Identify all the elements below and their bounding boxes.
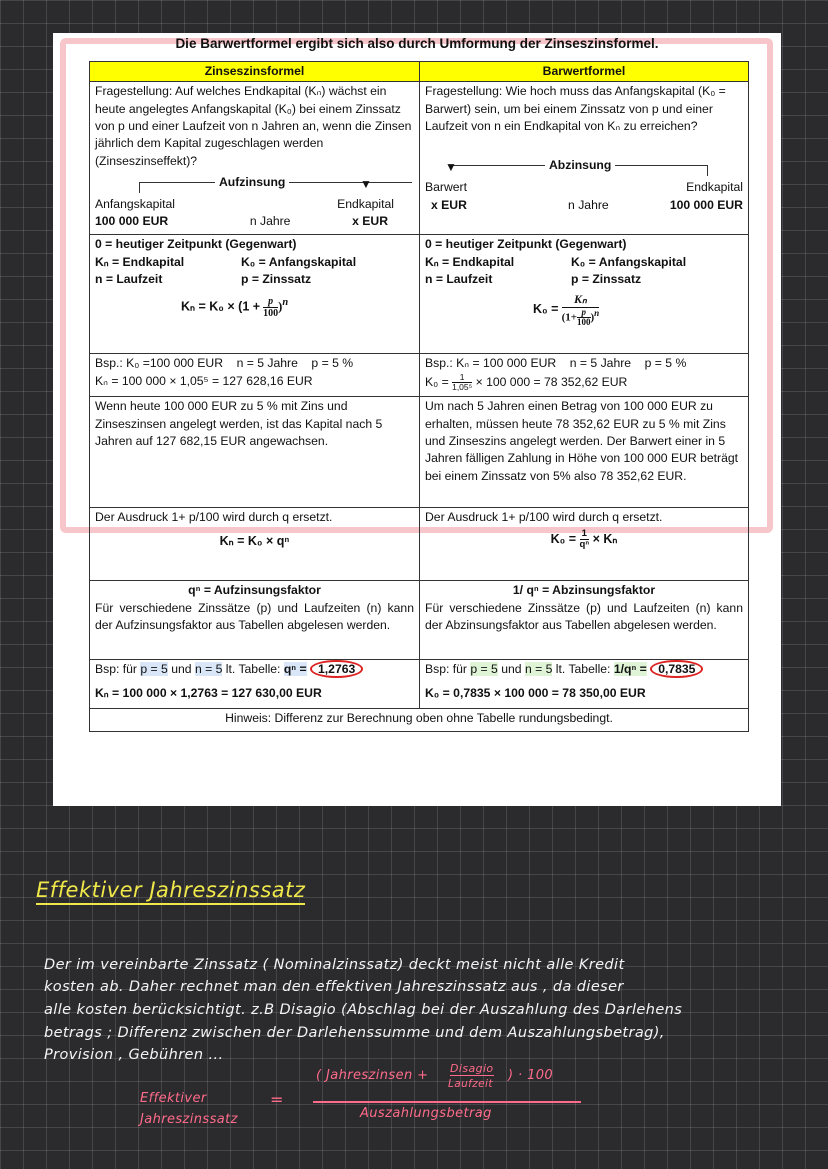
example-denominator: 1,05⁵ xyxy=(452,382,473,392)
bsp-circled-value: 0,7835 xyxy=(650,660,703,678)
arrow-down-icon: ▼ xyxy=(445,160,457,175)
bsp-text: und xyxy=(167,662,195,677)
q-denominator: qⁿ xyxy=(579,539,590,551)
right-q-line: Der Ausdruck 1+ p/100 wird durch q ersetzt. xyxy=(425,510,663,525)
left-arrow-label: Aufzinsung xyxy=(215,174,289,191)
definitions-row xyxy=(90,235,749,354)
left-result: Kₙ = 100 000 × 1,2763 = 127 630,00 EUR xyxy=(95,685,322,700)
right-q-formula xyxy=(425,529,743,551)
example-k0: K₀ = xyxy=(425,374,449,389)
den-100: 100 xyxy=(577,317,591,328)
bsp-n: n = 5 xyxy=(524,662,553,677)
notes-line-4: betrags ; Differenz zwischen der Darlehenssumme und dem Auszahlungsbetrag), xyxy=(44,1025,665,1041)
fraction-bar xyxy=(313,1101,581,1103)
bsp-text: und xyxy=(497,662,525,677)
q-numerator: 1 xyxy=(580,529,590,540)
den-exponent: n xyxy=(594,307,600,318)
left-example-cell xyxy=(90,354,420,397)
formula-exponent: n xyxy=(282,297,289,309)
bsp-row xyxy=(90,660,749,709)
right-end-value: 100 000 EUR xyxy=(669,197,743,212)
left-def-p: p = Zinssatz xyxy=(241,271,312,286)
right-factor-title: 1/ qⁿ = Abzinsungsfaktor xyxy=(512,583,656,598)
right-explanation: Um nach 5 Jahren einen Betrag von 100 000 EUR zu erhalten, müssen heute 78 352,62 EUR zu 5 % mit Zins und Zinseszins angelegt werden. Der Barwert einer in 5 Jahren fälligen Zahlung in Höhe von 100 000 EUR beträgt bei einem Zinssatz von 5% also 78 352,62 EUR. xyxy=(420,397,749,508)
bsp-text: Bsp: für xyxy=(425,662,471,677)
right-question-cell xyxy=(420,82,749,235)
left-q-formula: Kₙ = K₀ × qⁿ xyxy=(219,533,290,548)
left-example-line2: Kₙ = 100 000 × 1,05⁵ = 127 628,16 EUR xyxy=(95,373,313,388)
formula-lhs: K₀ = xyxy=(533,302,559,317)
formula-num-disagio: Disagio xyxy=(450,1062,494,1075)
notes-line-2: kosten ab. Daher rechnet man den effektiven Jahreszinssatz aus , da dieser xyxy=(44,979,624,995)
left-end-label: Endkapital xyxy=(337,196,394,211)
bsp-n: n = 5 xyxy=(194,662,223,677)
page-headline: Die Barwertformel ergibt sich also durch Umformung der Zinseszinsformel. xyxy=(175,36,659,51)
left-definitions-cell xyxy=(90,235,420,354)
left-factor-text: Für verschiedene Zinssätze (p) und Laufzeiten (n) kann der Aufzinsungsfaktor aus Tabellen abgelesen werden. xyxy=(95,600,414,632)
formula-numerator: Kₙ xyxy=(562,292,600,307)
bsp-q: 1/qⁿ = xyxy=(613,662,647,677)
formula-num-a: ( Jahreszinsen + xyxy=(316,1068,429,1083)
left-def-kn: Kₙ = Endkapital xyxy=(95,254,185,269)
formula-paren: ) xyxy=(278,299,283,314)
left-question-cell xyxy=(90,82,420,235)
right-bsp-cell xyxy=(420,660,749,709)
right-def-n: n = Laufzeit xyxy=(425,271,493,286)
example-row xyxy=(90,354,749,397)
formula-equals: = xyxy=(270,1090,284,1109)
right-example-line1: Bsp.: Kₙ = 100 000 EUR n = 5 Jahre p = 5 % xyxy=(425,356,687,371)
right-end-label: Endkapital xyxy=(686,180,743,195)
right-def-kn: Kₙ = Endkapital xyxy=(425,254,515,269)
notes-line-3: alle kosten berücksichtigt. z.B Disagio (Abschlag bei der Auszahlung des Darlehens xyxy=(44,1002,683,1018)
right-years: n Jahre xyxy=(568,197,609,212)
formula-lhs-line1: Effektiver xyxy=(140,1091,207,1106)
bsp-p: p = 5 xyxy=(470,662,498,677)
left-explanation: Wenn heute 100 000 EUR zu 5 % mit Zins und Zinseszinsen angelegt werden, ist das Kapital nach 5 Jahren auf 127 682,15 EUR angewachsen. xyxy=(90,397,420,508)
bsp-circled-value: 1,2763 xyxy=(310,660,363,678)
left-q-line: Der Ausdruck 1+ p/100 wird durch q ersetzt. xyxy=(95,510,333,525)
right-def-p: p = Zinssatz xyxy=(571,271,642,286)
right-def-k0: K₀ = Anfangskapital xyxy=(571,254,687,269)
right-question: Fragestellung: Wie hoch muss das Anfangskapital (K₀ = Barwert) sein, um bei einem Zinssatz von p und einer Laufzeit von n ein Endkapital von Kₙ zu erreichen? xyxy=(425,84,726,133)
left-start-label: Anfangskapital xyxy=(95,196,175,211)
notes-title: Effektiver Jahreszinssatz xyxy=(36,878,305,905)
right-factor-text: Für verschiedene Zinssätze (p) und Laufzeiten (n) kann der Abzinsungsfaktor aus Tabellen abgelesen werden. xyxy=(425,600,743,632)
example-numerator: 1 xyxy=(452,373,472,383)
explanation-row xyxy=(90,397,749,508)
formula-lhs: Kₙ = K₀ × (1 + xyxy=(181,299,261,314)
bsp-text: lt. Tabelle: xyxy=(222,662,284,677)
den-p: p xyxy=(577,308,591,318)
right-arrow-label: Abzinsung xyxy=(545,157,615,174)
formula-numerator: p xyxy=(263,296,278,308)
header-barwertformel: Barwertformel xyxy=(420,62,749,82)
formula-table xyxy=(89,61,749,732)
right-start-value: x EUR xyxy=(431,197,467,212)
right-def-line1: 0 = heutiger Zeitpunkt (Gegenwart) xyxy=(425,237,627,252)
right-example-line2 xyxy=(425,373,743,393)
left-question: Fragestellung: Auf welches Endkapital (Kₙ) wächst ein heute angelegtes Anfangskapital (K₀) bei einem Zinssatz von p und einer Laufzeit von n Jahren an, wenn die Zinsen jährlich dem Kapital zugeschlagen werden (Zinseszinseffekt)? xyxy=(95,84,412,168)
bsp-q: qⁿ = xyxy=(283,662,307,677)
q-formula-lhs: K₀ = xyxy=(550,531,577,546)
left-end-value: x EUR xyxy=(352,214,388,229)
right-start-label: Barwert xyxy=(425,180,467,195)
table-header-row xyxy=(90,62,749,82)
factor-row xyxy=(90,581,749,660)
right-result: K₀ = 0,7835 × 100 000 = 78 350,00 EUR xyxy=(425,685,646,700)
notes-line-5: Provision , Gebühren ... xyxy=(44,1047,224,1063)
footnote-row xyxy=(90,709,749,732)
footnote: Hinweis: Differenz zur Berechnung oben ohne Tabelle rundungsbedingt. xyxy=(90,709,749,732)
formula-num-d: ) · 100 xyxy=(508,1068,554,1083)
question-row xyxy=(90,82,749,235)
formula-denominator xyxy=(562,308,600,328)
left-def-k0: K₀ = Anfangskapital xyxy=(241,254,357,269)
left-bsp-line xyxy=(95,661,414,678)
example-result: × 100 000 = 78 352,62 EUR xyxy=(475,374,628,389)
notes-line-1: Der im vereinbarte Zinssatz ( Nominalzinssatz) deckt meist nicht alle Kredit xyxy=(44,957,625,973)
left-example-line1: Bsp.: K₀ =100 000 EUR n = 5 Jahre p = 5 % xyxy=(95,356,354,371)
left-factor-cell xyxy=(90,581,420,660)
right-factor-cell xyxy=(420,581,749,660)
left-q-cell xyxy=(90,508,420,581)
formula-num-laufzeit: Laufzeit xyxy=(448,1078,493,1090)
left-formula xyxy=(95,296,414,319)
left-start-value: 100 000 EUR xyxy=(95,214,169,229)
den-close: ) xyxy=(590,311,595,324)
right-q-cell xyxy=(420,508,749,581)
left-years: n Jahre xyxy=(249,214,291,229)
left-factor-title: qⁿ = Aufzinsungsfaktor xyxy=(188,583,321,598)
bsp-text: lt. Tabelle: xyxy=(552,662,614,677)
formula-denominator: 100 xyxy=(263,308,279,320)
den-open: (1+ xyxy=(561,311,577,324)
left-def-line1: 0 = heutiger Zeitpunkt (Gegenwart) xyxy=(95,237,297,252)
right-formula xyxy=(425,292,743,327)
right-example-cell xyxy=(420,354,749,397)
left-def-n: n = Laufzeit xyxy=(95,271,163,286)
right-bsp-line xyxy=(425,661,743,678)
formula-denominator: Auszahlungsbetrag xyxy=(360,1106,492,1121)
q-row xyxy=(90,508,749,581)
bsp-text: Bsp: für xyxy=(95,662,141,677)
q-formula-rhs: × Kₙ xyxy=(592,531,618,546)
left-bsp-cell xyxy=(90,660,420,709)
bsp-p: p = 5 xyxy=(140,662,168,677)
right-definitions-cell xyxy=(420,235,749,354)
formula-lhs-line2: Jahreszinssatz xyxy=(140,1112,238,1127)
arrow-down-icon: ▼ xyxy=(360,176,372,191)
header-zinseszinsformel: Zinseszinsformel xyxy=(90,62,420,82)
